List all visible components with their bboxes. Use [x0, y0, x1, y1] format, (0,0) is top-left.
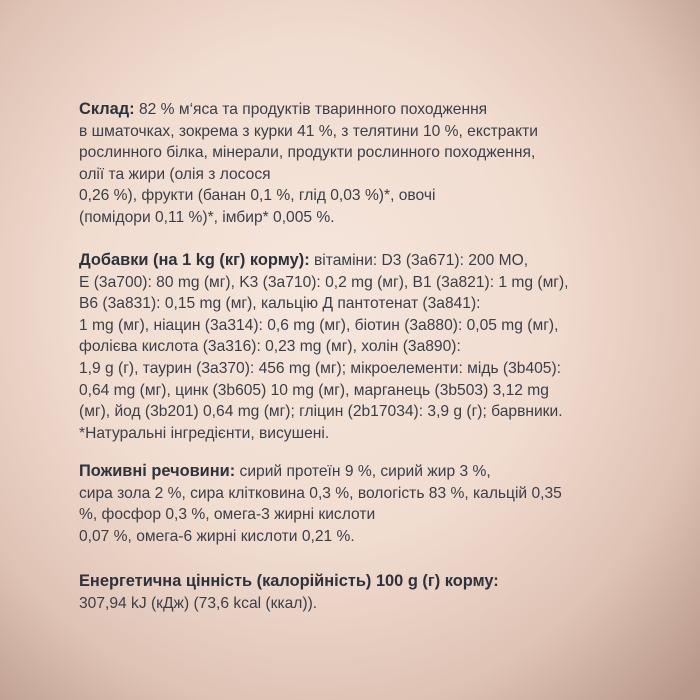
- energy-value: 307,94 kJ (кДж) (73,6 kcal (ккал)).: [79, 594, 318, 612]
- composition-line: (помідори 0,11 %)*, імбир* 0,005 %.: [79, 208, 335, 226]
- additives-label: Добавки (на 1 kg (кг) корму):: [79, 251, 310, 269]
- nutrients-line: сира зола 2 %, сира клітковина 0,3 %, вологість 83 %, кальцій 0,35: [79, 484, 562, 502]
- additives-line: 0,64 mg (мг), цинк (3b605) 10 mg (мг), марганець (3b503) 3,12 mg: [79, 381, 549, 399]
- nutrients-text: сирий протеїн 9 %, сирий жир 3 %,: [235, 463, 491, 480]
- nutrients-label: Поживні речовини:: [79, 462, 236, 480]
- composition-line: в шматочках, зокрема з курки 41 %, з телятини 10 %, екстракти: [79, 122, 538, 140]
- additives-section: [79, 250, 649, 444]
- additives-text: вітаміни: D3 (3a671): 200 MO,: [309, 252, 529, 269]
- additives-line: E (3a700): 80 mg (мг), K3 (3a710): 0,2 mg (мг), B1 (3a821): 1 mg (мг),: [79, 273, 569, 291]
- nutrients-line: 0,07 %, омега-6 жирні кислоти 0,21 %.: [79, 527, 355, 545]
- additives-line: 1 mg (мг), ніацин (3a314): 0,6 mg (мг), біотин (3a880): 0,05 mg (мг),: [79, 316, 559, 334]
- additives-line: фолієва кислота (3a316): 0,23 mg (мг), холін (3a890):: [79, 338, 461, 356]
- composition-line: [79, 99, 649, 121]
- nutrients-line: [79, 461, 649, 483]
- energy-section: [79, 571, 649, 614]
- composition-line: олії та жири (олія з лосося: [79, 165, 271, 183]
- additives-line: 1,9 g (г), таурин (3a370): 456 mg (мг); мікроелементи: мідь (3b405):: [79, 359, 562, 377]
- composition-line: 0,26 %), фрукти (банан 0,1 %, глід 0,03 %)*, овочі: [79, 187, 436, 205]
- footnote: *Натуральні інгредієнти, висушені.: [79, 424, 330, 442]
- additives-line: [79, 250, 649, 272]
- nutrients-line: %, фосфор 0,3 %, омега-3 жирні кислоти: [79, 506, 376, 524]
- energy-label: Енергетична цінність (калорійність) 100 g (г) корму:: [79, 572, 499, 590]
- composition-line: рослинного білка, мінерали, продукти рослинного походження,: [79, 144, 536, 162]
- composition-section: [79, 99, 649, 229]
- composition-text: 82 % м‘яса та продуктів тваринного походження: [134, 101, 488, 118]
- additives-line: B6 (3a831): 0,15 mg (мг), кальцію Д пантотенат (3a841):: [79, 295, 481, 313]
- composition-label: Склад:: [79, 100, 135, 118]
- additives-line: (мг), йод (3b201) 0,64 mg (мг); гліцин (2b17034): 3,9 g (г); барвники.: [79, 403, 563, 421]
- nutrients-section: [79, 461, 649, 547]
